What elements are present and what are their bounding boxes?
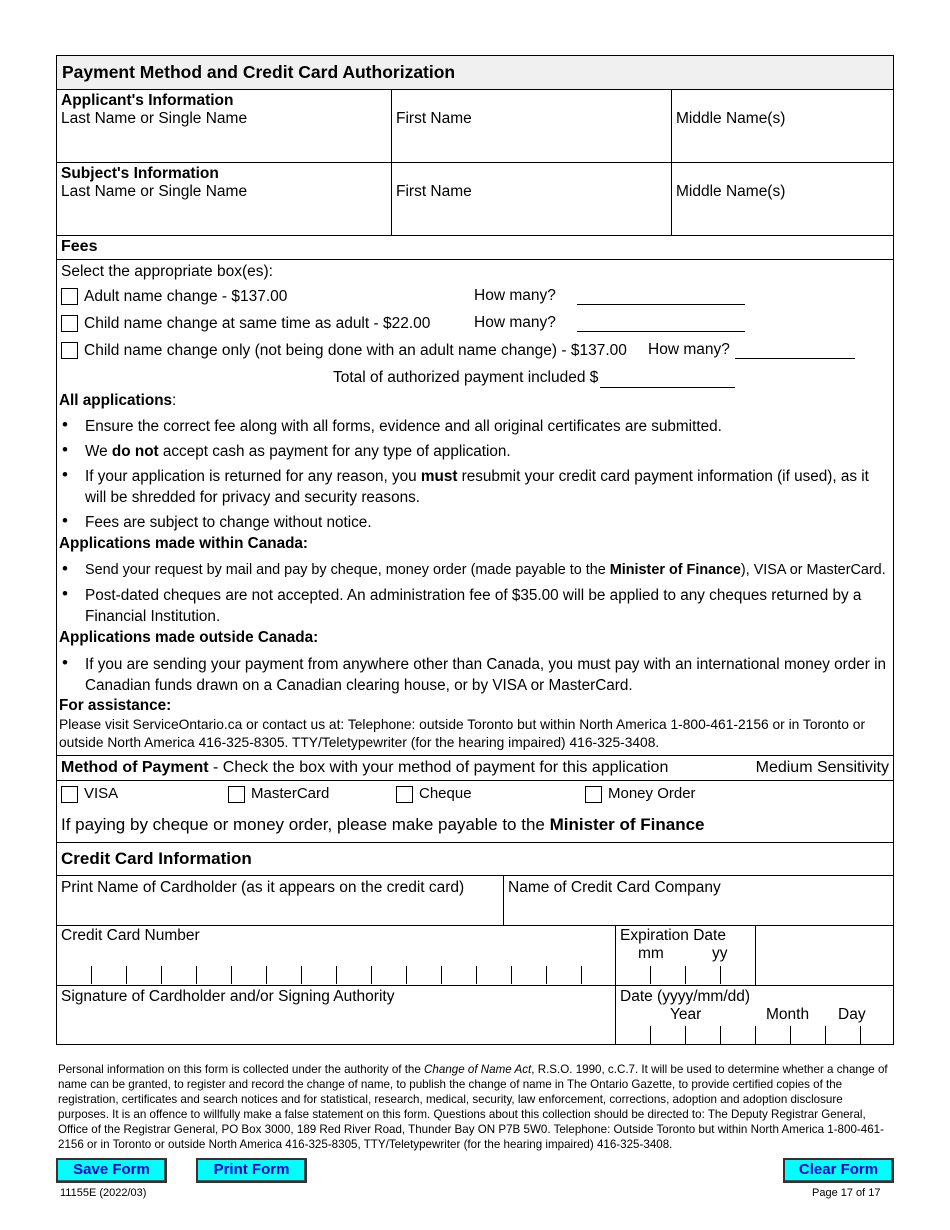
credit-card-heading: Credit Card Information xyxy=(61,849,252,868)
fee-child-only-label: Child name change only (not being done with an adult name change) - $137.00 xyxy=(84,342,627,359)
cardholder-name-field[interactable]: Print Name of Cardholder (as it appears on the credit card) xyxy=(61,879,465,896)
fees-section xyxy=(57,260,893,391)
option-visa[interactable] xyxy=(61,785,118,803)
date-digits xyxy=(650,1026,895,1044)
fee-adult-checkbox[interactable] xyxy=(61,288,78,305)
card-company-field[interactable]: Name of Credit Card Company xyxy=(503,876,893,925)
fee-child-only-checkbox[interactable] xyxy=(61,342,78,359)
visa-checkbox[interactable] xyxy=(61,786,78,803)
applicant-middle-name-field[interactable] xyxy=(671,90,893,162)
date-month: Month xyxy=(766,1006,810,1023)
cheque-label: Cheque xyxy=(419,785,472,802)
subject-last-name-field[interactable] xyxy=(57,163,391,235)
all-applications-bullet-3: • If your application is returned for any reason, you must resubmit your credit card payment information (if used), as it will be shredded for privacy and security reasons. xyxy=(59,466,891,508)
all-applications-bullet-4: • Fees are subject to change without notice. xyxy=(59,512,891,533)
payment-options xyxy=(57,781,893,808)
fees-heading: Fees xyxy=(61,238,98,255)
expiration-mm: mm xyxy=(638,945,664,962)
method-header xyxy=(57,755,893,781)
within-canada-heading: Applications made within Canada: xyxy=(59,535,309,552)
fee-child-with-adult-checkbox[interactable] xyxy=(61,315,78,332)
subject-middle-name-field[interactable] xyxy=(671,163,893,235)
applicant-first-name-label: First Name xyxy=(396,110,472,127)
form-number: 11155E (2022/03) xyxy=(60,1187,147,1199)
page-number: Page 17 of 17 xyxy=(812,1187,881,1199)
method-heading: Method of Payment - Check the box with your method of payment for this application xyxy=(61,759,669,776)
fee-total-row xyxy=(57,365,893,391)
fee-child-only-how-many-input[interactable] xyxy=(735,358,855,359)
all-applications-bullet-2: • We do not accept cash as payment for any type of application. xyxy=(59,441,891,462)
all-applications-bullet-1: • Ensure the correct fee along with all forms, evidence and all original certificates are submitted. xyxy=(59,416,891,437)
fee-child-with-adult-row xyxy=(57,310,893,337)
applicant-heading: Applicant's Information xyxy=(61,92,234,109)
expiration-digits xyxy=(650,966,755,984)
fee-total-label: Total of authorized payment included $ xyxy=(333,369,599,386)
fee-child-only-how-many-label: How many? xyxy=(648,341,730,358)
card-number-field[interactable]: Credit Card Number xyxy=(57,926,615,985)
privacy-notice: Personal information on this form is collected under the authority of the Change of Name Act, R.S.O. 1990, c.C.7. It will be used to determine whether a change of name can be granted, to register and record the change of name, to publish the change of name in The Ontario Gazette, to provide certified copies of the registration, certificates and search notices and for statistical, research, medical, security, law enforcement, corrections, adoption and adoption disclosure purposes. It is an offence to willfully make a false statement on this form. Questions about this collection should be directed to: The Deputy Registrar General, Office of the Registrar General, PO Box 3000, 189 Red River Road, Thunder Bay ON P7B 5W0. Telephone: Outside Toronto but within North America 1-800-461-2156 or in Toronto or outside North America 416-325-8305, TTY/Teletypewriter (for the hearing impaired) 416-325-3408. xyxy=(58,1063,888,1151)
outside-canada-bullet-1: • If you are sending your payment from anywhere other than Canada, you must pay with an international money order in Canadian funds drawn on a Canadian clearing house, or by VISA or MasterCard. xyxy=(59,654,891,696)
mastercard-label: MasterCard xyxy=(251,785,330,802)
subject-row xyxy=(57,163,893,236)
fee-child-with-adult-how-many-label: How many? xyxy=(474,314,556,331)
within-canada-list xyxy=(59,560,891,627)
signature-row xyxy=(57,986,893,1044)
payable-note: If paying by cheque or money order, please make payable to the Minister of Finance xyxy=(61,815,705,834)
card-number-row xyxy=(57,926,893,986)
assistance-heading: For assistance: xyxy=(59,697,172,714)
outside-canada-heading: Applications made outside Canada: xyxy=(59,629,319,646)
date-label: Date (yyyy/mm/dd) xyxy=(620,988,751,1005)
expiration-field[interactable] xyxy=(615,926,755,985)
all-applications-list xyxy=(59,416,891,533)
fee-child-with-adult-label: Child name change at same time as adult - $22.00 xyxy=(84,315,431,332)
money-order-checkbox[interactable] xyxy=(585,786,602,803)
subject-last-name-label: Last Name or Single Name xyxy=(61,183,248,200)
fee-child-only-row xyxy=(57,337,893,365)
applicant-last-name-field[interactable] xyxy=(57,90,391,162)
print-form-button[interactable]: Print Form xyxy=(196,1158,307,1183)
signature-field[interactable]: Signature of Cardholder and/or Signing Authority xyxy=(61,988,395,1005)
card-number-digits xyxy=(91,966,616,984)
fee-adult-how-many-label: How many? xyxy=(474,287,556,304)
expiration-label: Expiration Date xyxy=(620,927,726,944)
fee-adult-label: Adult name change - $137.00 xyxy=(84,288,288,305)
fee-child-with-adult-how-many-input[interactable] xyxy=(577,331,745,332)
fee-adult-row xyxy=(57,283,893,310)
sensitivity-label: Medium Sensitivity xyxy=(755,759,889,776)
applicant-middle-name-label: Middle Name(s) xyxy=(676,110,786,127)
expiration-yy: yy xyxy=(712,945,728,962)
fee-total-input[interactable] xyxy=(600,387,735,388)
payable-note-row xyxy=(57,808,893,843)
cheque-checkbox[interactable] xyxy=(396,786,413,803)
all-applications-heading: All applications xyxy=(59,392,173,409)
fee-adult-how-many-input[interactable] xyxy=(577,304,745,305)
option-mastercard[interactable] xyxy=(228,785,329,803)
money-order-label: Money Order xyxy=(608,785,696,802)
applicant-last-name-label: Last Name or Single Name xyxy=(61,110,248,127)
visa-label: VISA xyxy=(84,785,119,802)
within-canada-bullet-2: • Post-dated cheques are not accepted. An administration fee of $35.00 will be applied to any cheques returned by a Financial Institution. xyxy=(59,585,891,627)
option-cheque[interactable] xyxy=(396,785,472,803)
save-form-button[interactable]: Save Form xyxy=(56,1158,167,1183)
fees-instruction: Select the appropriate box(es): xyxy=(61,263,273,280)
all-applications-colon: : xyxy=(172,392,177,409)
within-canada-bullet-1: • Send your request by mail and pay by cheque, money order (made payable to the Minister of Finance), VISA or MasterCard. xyxy=(59,560,891,581)
date-field[interactable] xyxy=(615,986,893,1044)
subject-first-name-label: First Name xyxy=(396,183,472,200)
date-year: Year xyxy=(670,1006,702,1023)
credit-card-header xyxy=(57,843,893,876)
date-day: Day xyxy=(838,1006,866,1023)
applicant-first-name-field[interactable] xyxy=(391,90,671,162)
all-applications-heading-line xyxy=(59,392,891,410)
applicant-row xyxy=(57,90,893,163)
subject-middle-name-label: Middle Name(s) xyxy=(676,183,786,200)
assistance-text: Please visit ServiceOntario.ca or contact us at: Telephone: outside Toronto but within North America 1-800-461-2156 or in Toronto or outside North America 416-325-8305. TTY/Teletypewriter (for the hearing impaired) 416-325-3408. xyxy=(59,717,866,750)
form-title: Payment Method and Credit Card Authorization xyxy=(57,56,893,90)
clear-form-button[interactable]: Clear Form xyxy=(783,1158,894,1183)
subject-heading: Subject's Information xyxy=(61,165,219,182)
fees-header xyxy=(57,236,893,260)
payment-form xyxy=(56,55,894,1045)
cardholder-row xyxy=(57,876,893,926)
outside-canada-list xyxy=(59,654,891,696)
all-applications-section xyxy=(57,391,893,752)
mastercard-checkbox[interactable] xyxy=(228,786,245,803)
option-money-order[interactable] xyxy=(585,785,696,803)
subject-first-name-field[interactable] xyxy=(391,163,671,235)
